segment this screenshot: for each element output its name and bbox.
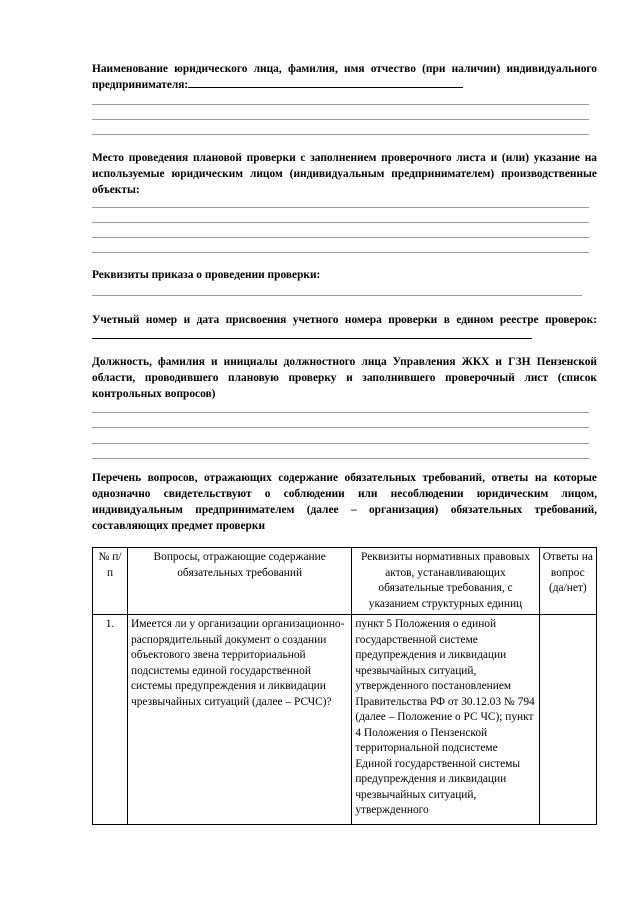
- entity-name-line[interactable]: [92, 104, 589, 105]
- order-details-line[interactable]: [92, 295, 582, 296]
- table-row: [93, 615, 597, 825]
- row-requisites: пункт 5 Положения о единой государственной системе предупреждения и ликвидации чрезвычайных ситуаций, утвержденного постановлением Правительства РФ от 30.12.03 № 794 (далее – Положение о РС ЧС); пункт 4 Положения о Пензенской территориальной подсистеме Единой государственной системы предупреждения и ликвидации чрезвычайных ситуаций, утвержденного: [352, 615, 539, 825]
- inspection-place-line[interactable]: [92, 252, 589, 253]
- entity-name-block: [92, 61, 597, 93]
- questions-intro: Перечень вопросов, отражающих содержание обязательных требований, ответы на которые однозначно свидетельствуют о соблюдении или несоблюдении юридическим лицом, индивидуальным предпринимателем (далее – организация) обязательных требований, составляющих предмет проверки: [92, 472, 597, 532]
- official-label: Должность, фамилия и инициалы должностного лица Управления ЖКХ и ГЗН Пензенской области, проводившего плановую проверку и заполнившего проверочный лист (список контрольных вопросов): [92, 356, 597, 400]
- header-question: Вопросы, отражающие содержание обязательных требований: [128, 548, 352, 615]
- inspection-place-label: Место проведения плановой проверки с заполнением проверочного листа и (или) указание на используемые юридическим лицом (индивидуальным предпринимателем) производственные объекты:: [92, 152, 597, 196]
- inspection-place-line[interactable]: [92, 207, 589, 208]
- entity-name-line[interactable]: [92, 134, 589, 135]
- official-line[interactable]: [92, 427, 589, 428]
- official-line[interactable]: [92, 412, 589, 413]
- order-details-label: Реквизиты приказа о проведении проверки:: [92, 269, 321, 281]
- registration-block: [92, 312, 597, 344]
- official-line[interactable]: [92, 443, 589, 444]
- registration-label: Учетный номер и дата присвоения учетного номера проверки в едином реестре проверок:: [92, 314, 597, 326]
- inspection-place-line[interactable]: [92, 222, 589, 223]
- header-requisites: Реквизиты нормативных правовых актов, устанавливающих обязательные требования, с указанием структурных единиц: [352, 548, 539, 615]
- entity-name-line[interactable]: [92, 119, 589, 120]
- entity-name-label: Наименование юридического лица, фамилия, имя отчество (при наличии) индивидуального предпринимателя:: [92, 63, 597, 91]
- checklist-table: [92, 547, 597, 825]
- inspection-place-line[interactable]: [92, 237, 589, 238]
- header-answer: Ответы на вопрос (да/нет): [539, 548, 596, 615]
- row-answer-cell[interactable]: [539, 615, 596, 825]
- official-line[interactable]: [92, 458, 589, 459]
- row-num: 1.: [93, 615, 128, 825]
- row-question: Имеется ли у организации организационно-распорядительный документ о создании объектового звена территориальной подсистемы единой государственной системы предупреждения и ликвидации чрезвычайных ситуаций (далее – РСЧС)?: [128, 615, 352, 825]
- entity-name-field[interactable]: [188, 78, 463, 88]
- registration-field[interactable]: [92, 329, 532, 339]
- table-header-row: [93, 548, 597, 615]
- header-num: № п/п: [93, 548, 128, 615]
